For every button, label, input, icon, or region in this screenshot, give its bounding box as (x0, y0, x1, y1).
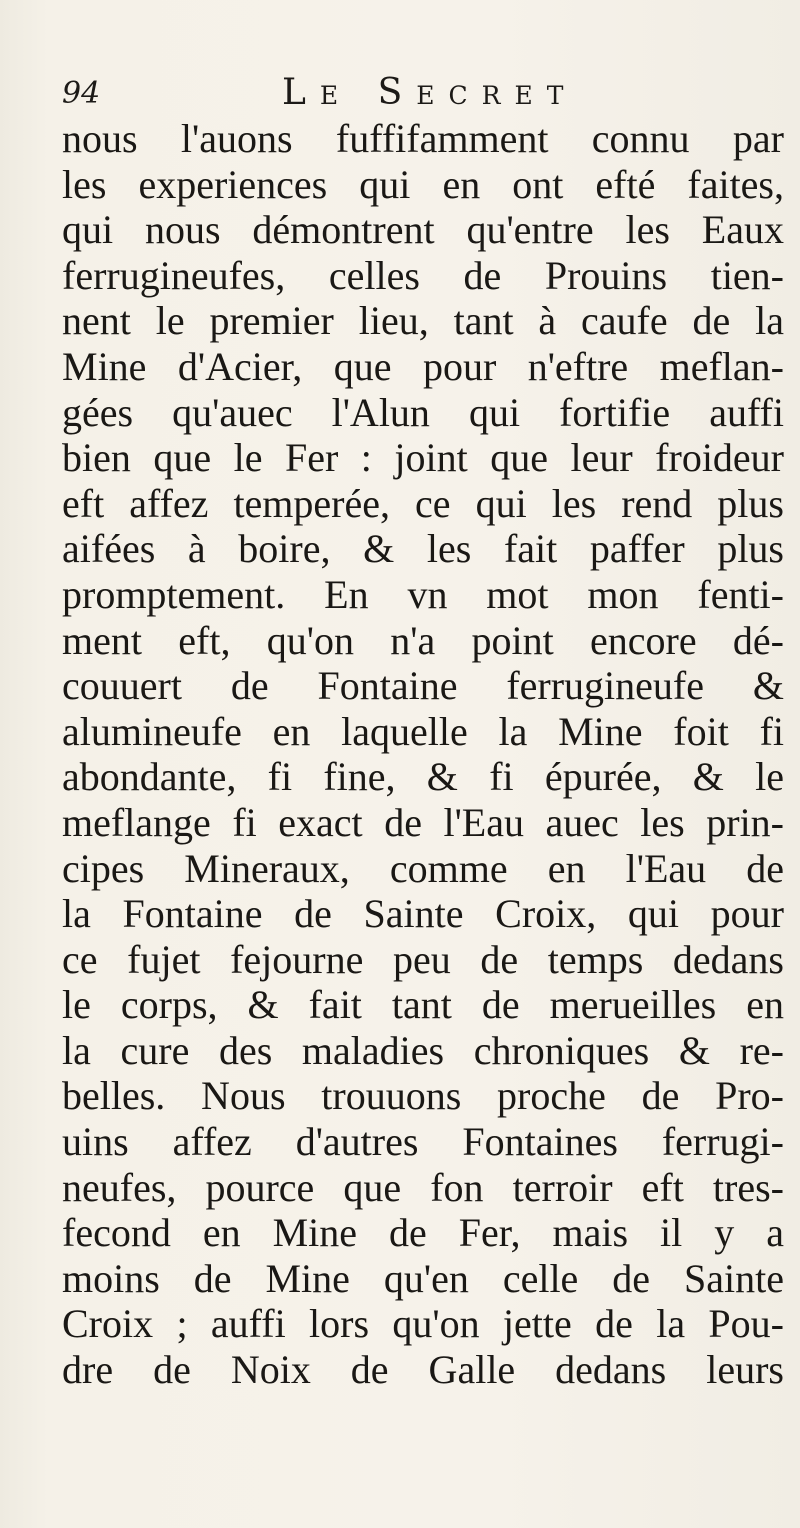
text-line: eft affez temperée, ce qui les rend plus (62, 480, 784, 526)
page-number: 94 (62, 76, 101, 111)
text-line: ferrugineufes, celles de Prouins tien- (62, 252, 784, 298)
text-line: ce fujet fejourne peu de temps dedans (62, 936, 784, 982)
running-head (62, 72, 762, 116)
text-line: nous l'auons fuffifamment connu par (62, 116, 784, 161)
text-line: cipes Mineraux, comme en l'Eau de (62, 845, 784, 891)
text-line: neufes, pource que fon terroir eft tres- (62, 1164, 784, 1210)
text-line: promptement. En vn mot mon fenti- (62, 571, 784, 617)
text-line: la cure des maladies chroniques & re- (62, 1027, 784, 1073)
text-line: uins affez d'autres Fontaines ferrugi- (62, 1119, 784, 1165)
text-line: abondante, fi fine, & fi épurée, & le (62, 754, 784, 800)
running-title: Le Secret (282, 72, 578, 113)
text-line: le corps, & fait tant de merueilles en (62, 982, 784, 1028)
text-line: ment eft, qu'on n'a point encore dé- (62, 617, 784, 663)
text-line: les experiences qui en ont efté faites, (62, 161, 784, 207)
text-line: gées qu'auec l'Alun qui fortifie auffi (62, 389, 784, 435)
text-line: la Fontaine de Sainte Croix, qui pour (62, 891, 784, 937)
text-line: alumineufe en laquelle la Mine foit fi (62, 708, 784, 754)
text-line: qui nous démontrent qu'entre les Eaux (62, 207, 784, 253)
text-line: meflange fi exact de l'Eau auec les prin- (62, 799, 784, 845)
text-line: nent le premier lieu, tant à caufe de la (62, 298, 784, 344)
text-line: belles. Nous trouuons proche de Pro- (62, 1073, 784, 1119)
text-line: Croix ; auffi lors qu'on jette de la Pou- (62, 1301, 784, 1347)
text-line: Mine d'Acier, que pour n'eftre meflan- (62, 343, 784, 389)
text-line: couuert de Fontaine ferrugineufe & (62, 663, 784, 709)
text-line: aifées à boire, & les fait paffer plus (62, 526, 784, 572)
text-line: bien que le Fer : joint que leur froideur (62, 435, 784, 481)
body-text (62, 116, 784, 1393)
text-line: moins de Mine qu'en celle de Sainte (62, 1255, 784, 1301)
text-line: dre de Noix de Galle dedans leurs (62, 1347, 784, 1393)
text-line: fecond en Mine de Fer, mais il y a (62, 1210, 784, 1256)
